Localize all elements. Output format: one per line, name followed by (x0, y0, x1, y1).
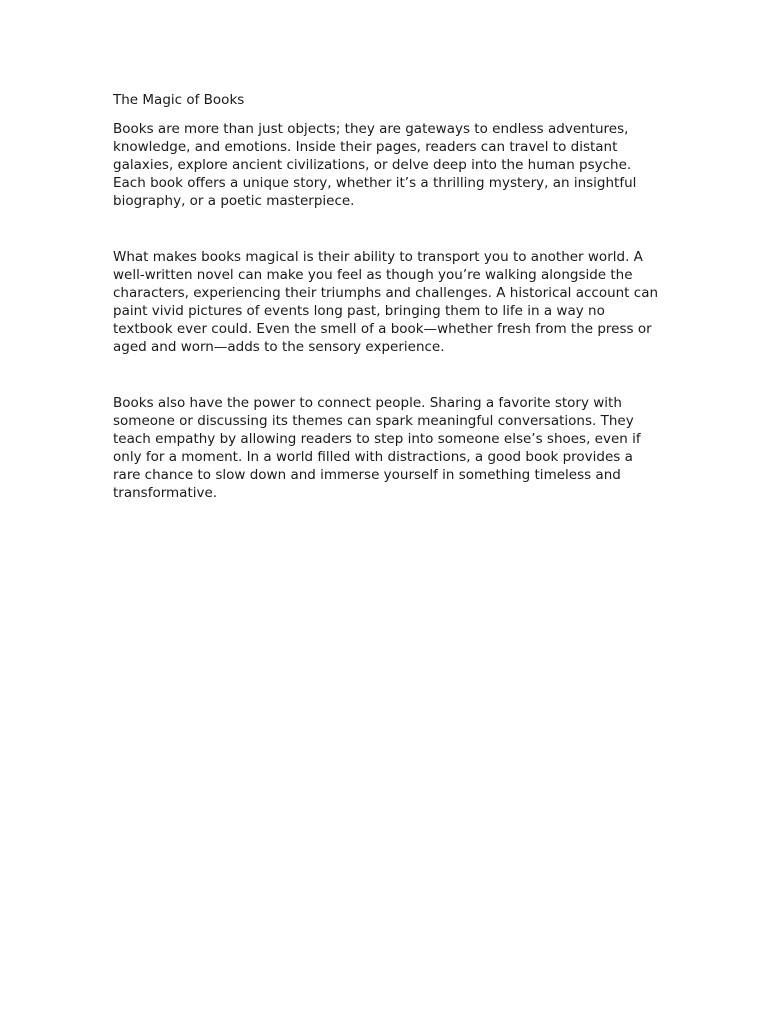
paragraph-3: Books also have the power to connect people. Sharing a favorite story with someone or discussing its themes can spark meaningful conversations. They teach empathy by allowing readers to step into someone else’s shoes, even if only for a moment. In a world filled with distractions, a good book provides a rare chance to slow down and immerse yourself in something timeless and transformative. (113, 395, 641, 501)
paragraph-1: Books are more than just objects; they are gateways to endless adventures, knowledge, and emotions. Inside their pages, readers can travel to distant galaxies, explore ancient civilizations, or delve deep into the human psyche. Each book offers a unique story, whether it’s a thrilling mystery, an insightful biography, or a poetic masterpiece. (113, 121, 637, 209)
document-page (113, 91, 661, 502)
document-title: The Magic of Books (113, 92, 245, 108)
paragraph-2: What makes books magical is their ability to transport you to another world. A well-written novel can make you feel as though you’re walking alongside the characters, experiencing their triumphs and challenges. A historical account can paint vivid pictures of events long past, bringing them to life in a way no textbook ever could. Even the smell of a book—whether fresh from the press or aged and worn—adds to the sensory experience. (113, 249, 659, 355)
